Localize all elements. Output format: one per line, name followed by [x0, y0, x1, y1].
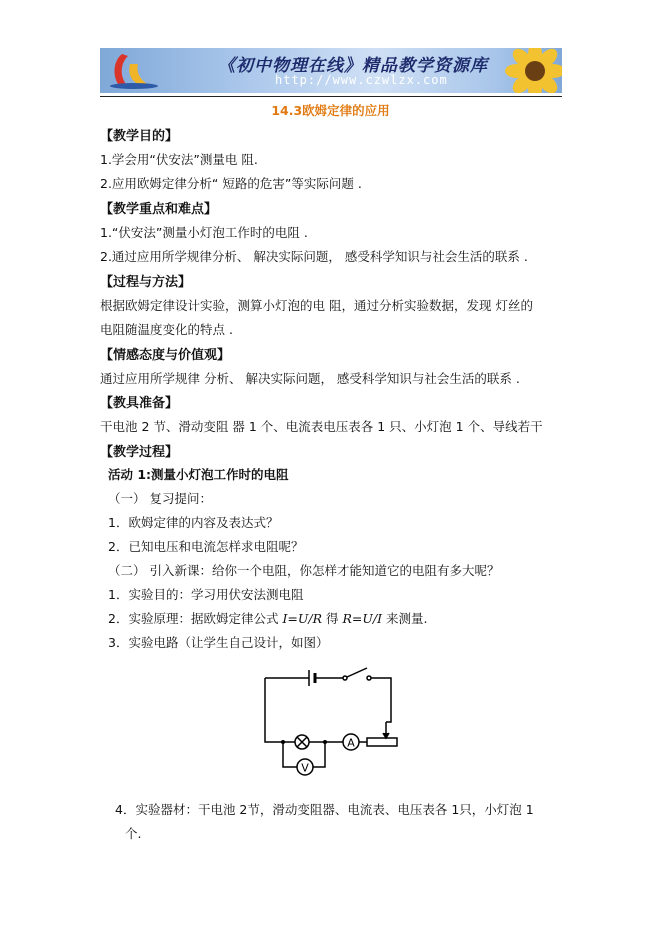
wire-voltmeter-right	[313, 742, 325, 767]
switch-contact-right	[367, 676, 371, 680]
ammeter-label: A	[347, 736, 355, 750]
switch-blade	[347, 668, 367, 677]
step-2-text: 2．实验原理：据欧姆定律公式	[108, 611, 283, 626]
step-4-continued: 个.	[125, 826, 142, 841]
formula-i: I=U/R	[282, 611, 323, 626]
activity-heading: 活动 1:测量小灯泡工作时的电阻	[108, 467, 289, 482]
junction-left	[281, 740, 285, 744]
goal-item-2: 2.应用欧姆定律分析“ 短路的危害”等实际问题 .	[100, 176, 362, 191]
step-3: 3．实验电路（让学生自己设计，如图）	[108, 635, 329, 650]
process-heading: 【过程与方法】	[100, 275, 192, 290]
step-1: 1．实验目的：学习用伏安法测电阻	[108, 587, 304, 602]
key-item-1: 1.“伏安法”测量小灯泡工作时的电阻 .	[100, 225, 308, 240]
key-heading: 【教学重点和难点】	[100, 202, 218, 217]
step-2-tail: 来测量.	[382, 611, 428, 626]
goals-heading: 【教学目的】	[100, 129, 179, 144]
wire-left	[265, 678, 295, 742]
wire-voltmeter-left	[283, 742, 297, 767]
header-divider	[100, 96, 562, 97]
banner-url[interactable]: http://www.czwlzx.com	[275, 73, 448, 87]
goal-item-1: 1.学会用“伏安法”测量电 阻.	[100, 152, 258, 167]
review-item-2: 2．已知电压和电流怎样求电阻呢？	[108, 539, 304, 554]
banner-title: 《初中物理在线》精品教学资源库	[218, 56, 488, 76]
formula-r: R=U/I	[342, 611, 383, 626]
rheostat-icon	[367, 738, 397, 746]
teach-heading: 【教学过程】	[100, 445, 179, 460]
emotion-heading: 【情感态度与价值观】	[100, 348, 231, 363]
process-text-2: 电阻随温度变化的特点 .	[100, 322, 233, 337]
step-2	[108, 609, 428, 627]
tools-heading: 【教具准备】	[100, 396, 179, 411]
process-text-1: 根据欧姆定律设计实验，测算小灯泡的电 阻，通过分析实验数据，发现 灯丝的	[100, 298, 533, 313]
review-item-1: 1．欧姆定律的内容及表达式？	[108, 515, 279, 530]
review-heading: （一） 复习提问：	[108, 491, 212, 506]
switch-contact-left	[343, 676, 347, 680]
header-banner	[100, 48, 562, 93]
intro-heading: （二） 引入新课：给你一个电阻，你怎样才能知道它的电阻有多大呢？	[108, 563, 500, 578]
step-4: 4．实验器材：干电池 2节，滑动变阻器、电流表、电压表各 1只，小灯泡 1	[115, 802, 534, 817]
voltmeter-label: V	[301, 761, 309, 775]
junction-right	[323, 740, 327, 744]
circuit-diagram	[255, 660, 415, 785]
emotion-text: 通过应用所学规律 分析、 解决实际问题， 感受科学知识与社会生活的联系 .	[100, 371, 520, 386]
tools-text: 干电池 2 节、滑动变阻 器 1 个、电流表电压表各 1 只、小灯泡 1 个、导线若干	[100, 419, 543, 434]
key-item-2: 2.通过应用所学规律分析、 解决实际问题， 感受科学知识与社会生活的联系 .	[100, 249, 528, 264]
site-logo-icon	[104, 50, 164, 91]
sunflower-icon	[500, 48, 562, 93]
step-2-mid: 得	[322, 611, 343, 626]
wire-top-right	[371, 678, 391, 722]
page-title: 14.3欧姆定律的应用	[271, 103, 390, 118]
